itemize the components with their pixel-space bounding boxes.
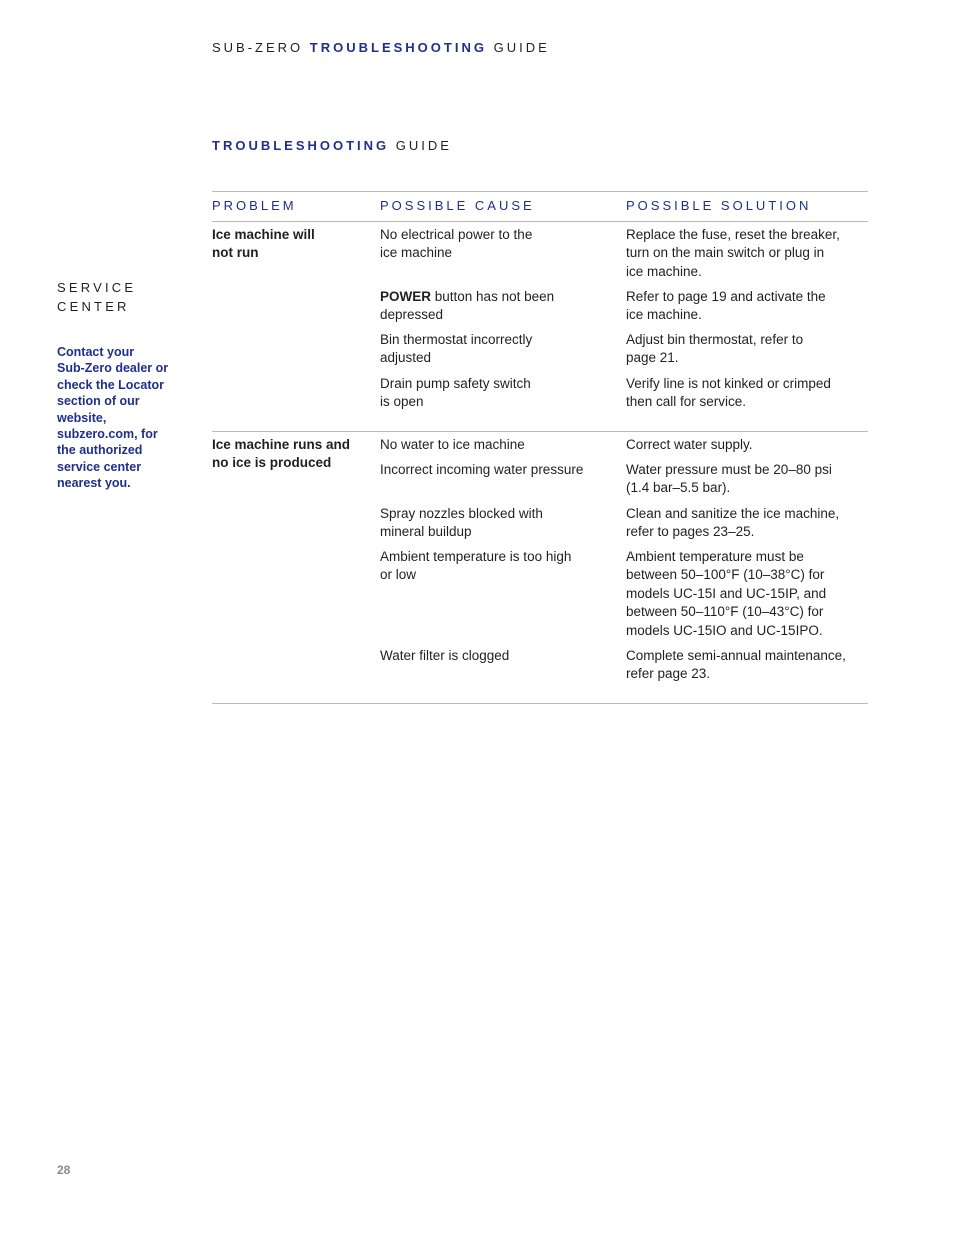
cause-line: depressed [380, 307, 444, 323]
cause-line: is open [380, 394, 424, 410]
group-divider-rule [212, 431, 868, 432]
header-brand: SUB-ZERO [212, 40, 304, 55]
note-line: nearest you. [57, 476, 131, 491]
cause-line: Water filter is clogged [380, 648, 510, 663]
cause-line [380, 288, 615, 306]
cause-cell [380, 461, 615, 479]
table-top-rule [212, 191, 868, 192]
problem-line: not run [212, 245, 259, 261]
problem-line: no ice is produced [212, 455, 332, 471]
service-center-heading [57, 278, 136, 316]
cause-line: No electrical power to the [380, 227, 533, 242]
section-title-suffix: GUIDE [395, 138, 452, 153]
cause-cell [380, 375, 615, 412]
table-bottom-rule [212, 703, 868, 704]
note-line: subzero.com, for [57, 427, 158, 442]
cause-cell [380, 226, 615, 263]
cause-line: Drain pump safety switch [380, 376, 531, 391]
power-button-label: POWER [380, 289, 432, 304]
cause-line: mineral buildup [380, 524, 472, 540]
service-center-note [57, 344, 192, 492]
note-line: Sub-Zero dealer or [57, 361, 169, 376]
solution-line: ice machine. [626, 263, 702, 279]
solution-line: Clean and sanitize the ice machine, [626, 506, 840, 521]
page-number: 28 [57, 1163, 71, 1177]
column-header-solution: POSSIBLE SOLUTION [626, 198, 812, 213]
solution-line: page 21. [626, 350, 679, 366]
service-center-heading-line: SERVICE [57, 280, 137, 295]
note-line: website, [57, 410, 107, 425]
cause-line: Ambient temperature is too high [380, 549, 572, 564]
cause-cell [380, 505, 615, 542]
problem-line: Ice machine will [212, 227, 315, 242]
solution-line: Correct water supply. [626, 437, 753, 452]
note-line: the authorized [57, 443, 143, 458]
solution-cell [626, 647, 871, 684]
solution-line: refer page 23. [626, 666, 711, 682]
solution-cell [626, 461, 871, 498]
solution-line: between 50–110°F (10–43°C) for [626, 604, 824, 620]
cause-line: adjusted [380, 350, 432, 366]
note-line: Contact your [57, 345, 135, 359]
cause-cell [380, 548, 615, 585]
solution-cell [626, 436, 871, 454]
section-title [212, 138, 452, 153]
solution-cell [626, 548, 871, 640]
header-bottom-rule [212, 221, 868, 222]
cause-line: Incorrect incoming water pressure [380, 462, 584, 477]
column-header-problem: PROBLEM [212, 198, 297, 213]
solution-line: refer to pages 23–25. [626, 524, 755, 540]
header-emphasis: TROUBLESHOOTING [309, 40, 487, 55]
solution-line: (1.4 bar–5.5 bar). [626, 480, 731, 496]
column-header-cause: POSSIBLE CAUSE [380, 198, 535, 213]
header-suffix: GUIDE [493, 40, 550, 55]
cause-line-rest: button has not been [431, 289, 555, 304]
cause-line: No water to ice machine [380, 437, 525, 452]
problem-cell [212, 226, 372, 263]
solution-line: ice machine. [626, 307, 702, 323]
problem-line: Ice machine runs and [212, 437, 351, 452]
solution-cell [626, 226, 871, 281]
cause-cell [380, 436, 615, 454]
section-title-emphasis: TROUBLESHOOTING [212, 138, 390, 153]
service-center-heading-line: CENTER [57, 299, 130, 314]
cause-cell [380, 331, 615, 368]
solution-line: models UC-15I and UC-15IP, and [626, 585, 827, 601]
solution-line: turn on the main switch or plug in [626, 245, 825, 261]
solution-line: Water pressure must be 20–80 psi [626, 462, 832, 477]
cause-cell [380, 647, 615, 665]
note-line: section of our [57, 394, 140, 409]
solution-line: between 50–100°F (10–38°C) for [626, 567, 825, 583]
solution-line: Refer to page 19 and activate the [626, 289, 826, 304]
solution-line: models UC-15IO and UC-15IPO. [626, 622, 823, 638]
cause-line: or low [380, 567, 417, 583]
note-line: service center [57, 459, 142, 474]
note-line: check the Locator [57, 377, 164, 392]
solution-line: Complete semi-annual maintenance, [626, 648, 846, 663]
solution-cell [626, 375, 871, 412]
solution-cell [626, 331, 871, 368]
solution-line: Replace the fuse, reset the breaker, [626, 227, 840, 242]
running-header [212, 40, 550, 55]
solution-line: Adjust bin thermostat, refer to [626, 332, 804, 347]
cause-line: ice machine [380, 245, 453, 261]
problem-cell [212, 436, 372, 473]
cause-line: Spray nozzles blocked with [380, 506, 543, 521]
cause-cell [380, 288, 615, 325]
solution-line: Verify line is not kinked or crimped [626, 376, 831, 391]
solution-line: then call for service. [626, 394, 747, 410]
cause-line: Bin thermostat incorrectly [380, 332, 533, 347]
solution-line: Ambient temperature must be [626, 549, 804, 564]
solution-cell [626, 505, 871, 542]
solution-cell [626, 288, 871, 325]
